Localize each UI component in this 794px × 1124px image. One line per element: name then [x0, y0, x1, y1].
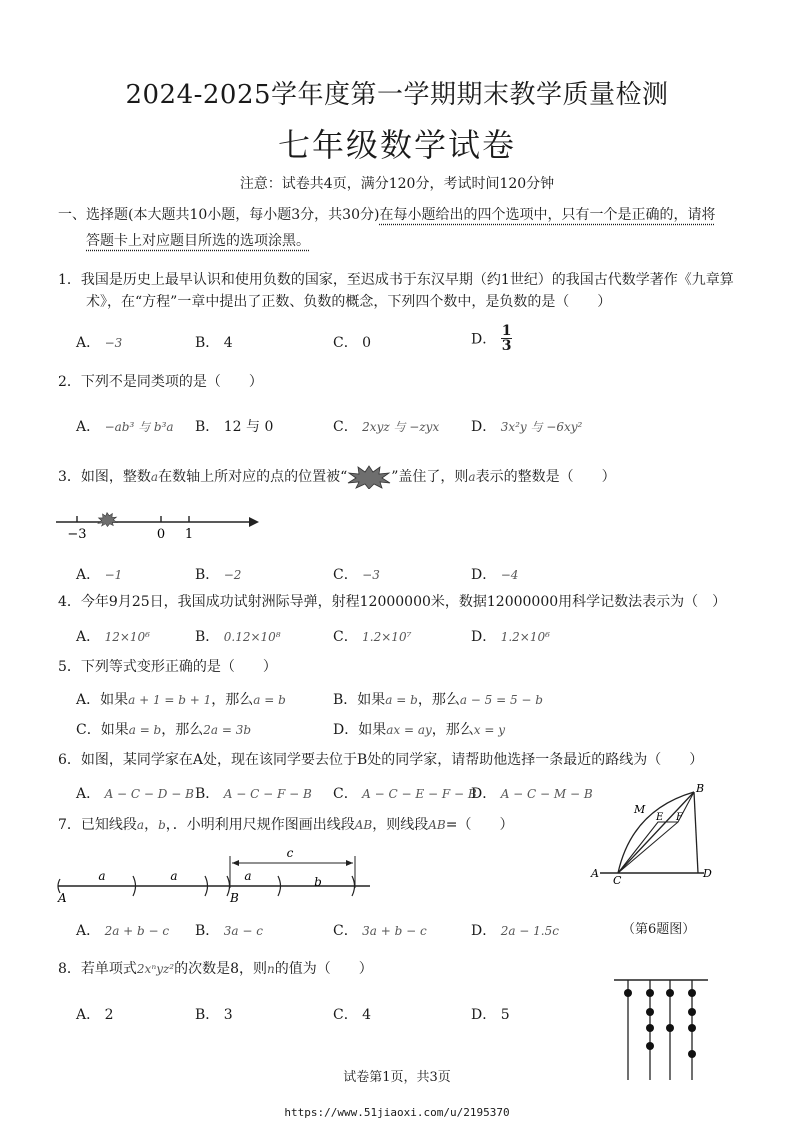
option-value: A − C − F − B — [223, 787, 312, 801]
q7-var-ab: AB — [354, 818, 373, 832]
option-value: −1 — [104, 568, 123, 582]
option-value: A − C − D − B — [104, 787, 194, 801]
q6-figure — [586, 780, 716, 886]
option-label: C． — [333, 567, 358, 583]
label-d: D — [703, 867, 712, 880]
exam-subtitle: 七年级数学试卷 — [277, 126, 516, 164]
option-label: B． — [195, 567, 220, 583]
q6-figure-caption: （第6题图） — [622, 922, 696, 937]
option-value: −3 — [104, 336, 123, 350]
abacus-bead — [688, 989, 696, 997]
option-math: a = b — [128, 723, 162, 737]
option-label: B． — [195, 786, 220, 802]
section-intro-dotted: 在每小题给出的四个选项中，只有一个是正确的，请将 — [379, 207, 716, 223]
q7-option-c — [333, 920, 427, 940]
option-value: −2 — [223, 568, 242, 582]
fraction-numerator: 1 — [501, 323, 512, 339]
option-value: 5 — [500, 1007, 510, 1023]
abacus-bead — [646, 1042, 654, 1050]
q5-text: 5．下列等式变形正确的是（ ） — [58, 659, 277, 675]
option-label: A． — [76, 786, 101, 802]
abacus-bead — [646, 1024, 654, 1032]
q7-var-b: b — [158, 818, 166, 832]
arrow-right — [346, 860, 353, 866]
option-value: 0 — [362, 335, 372, 351]
q1-option-b — [195, 332, 233, 352]
q7-text — [58, 814, 513, 836]
label-a: a — [244, 869, 252, 883]
segment-cb — [618, 792, 694, 873]
q3-number-line — [52, 508, 267, 542]
q3-option-b — [195, 564, 241, 584]
q7-text-d: =（ ） — [445, 817, 514, 833]
option-label: B． — [195, 335, 220, 351]
abacus-bead — [666, 1024, 674, 1032]
option-label: D． — [471, 786, 497, 802]
q3-var-a: a — [150, 470, 159, 484]
q8-option-c — [333, 1004, 371, 1024]
option-text: 如果 — [357, 692, 386, 708]
fraction-denominator: 3 — [501, 338, 512, 354]
q3-option-c — [333, 564, 380, 584]
option-label: D． — [471, 629, 497, 645]
label-a: a — [98, 869, 106, 883]
q2-text: 2．下列不是同类项的是（ ） — [58, 374, 263, 390]
q3-option-d — [471, 564, 518, 584]
abacus-bead — [688, 1008, 696, 1016]
q5-option-b — [333, 689, 543, 709]
q3-text — [58, 465, 616, 489]
option-value: 3x²y 与 −6xy² — [500, 420, 583, 434]
option-value: 3a + b − c — [362, 924, 427, 938]
q4-text: 4．今年9月25日，我国成功试射洲际导弹，射程12000000米，数据12000000用科学记数法表示为（ ） — [58, 594, 727, 610]
option-value: 4 — [362, 1007, 372, 1023]
option-text: 如果 — [100, 722, 129, 738]
q8-option-b — [195, 1004, 233, 1024]
option-label: A． — [76, 629, 101, 645]
arrow-left — [232, 860, 239, 866]
option-label: A． — [76, 1007, 101, 1023]
q8-text-c: 的值为（ ） — [274, 961, 373, 977]
q3-text-d: 表示的整数是（ ） — [475, 469, 616, 485]
q7-var-ab2: AB — [428, 818, 446, 832]
number-line-arrow — [249, 517, 259, 527]
option-label: A． — [76, 567, 101, 583]
q3-text-c: ”盖住了，则 — [391, 469, 469, 485]
q8-var-n: n — [267, 962, 275, 976]
label-a: a — [170, 869, 178, 883]
option-text: 如果 — [358, 722, 387, 738]
label-b: b — [314, 875, 322, 889]
q7-option-d — [471, 920, 559, 940]
q4-option-d — [471, 626, 550, 646]
q3-text-a: 3．如图，整数 — [58, 469, 151, 485]
q2-option-d — [471, 416, 582, 436]
option-label: C． — [333, 335, 358, 351]
option-value: 12 与 0 — [223, 419, 274, 435]
option-text: ，那么 — [417, 692, 460, 708]
option-label: D． — [333, 722, 359, 738]
fraction — [501, 324, 513, 353]
label-c: c — [286, 846, 294, 860]
label-m: M — [634, 803, 646, 816]
abacus-bead — [688, 1050, 696, 1058]
label-b: B — [696, 782, 705, 795]
option-value: 0.12×10⁸ — [223, 630, 281, 644]
option-label: A． — [76, 335, 101, 351]
q3-option-a — [76, 564, 122, 584]
section-intro-plain: 一、选择题(本大题共10小题，每小题3分，共30分) — [58, 207, 380, 223]
option-label: C． — [333, 629, 358, 645]
q8-option-a — [76, 1004, 114, 1024]
label-point-b: B — [230, 891, 239, 904]
abacus-figure — [612, 976, 712, 1080]
section-intro-line2: 答题卡上对应题目所选的选项涂黑。 — [86, 233, 310, 249]
option-math: a = b — [253, 693, 286, 707]
option-text: 如果 — [100, 692, 129, 708]
tick-label: 0 — [156, 527, 166, 542]
q1-option-c — [333, 332, 371, 352]
option-value: A − C − E − F − B — [362, 787, 477, 801]
q1-line1: 1．我国是历史上最早认识和使用负数的国家，至迟成书于东汉早期（约1世纪）的我国古代数学著作《九章算 — [58, 272, 734, 288]
option-value: 2a + b − c — [104, 924, 170, 938]
option-label: D． — [471, 567, 497, 583]
option-value: 2 — [104, 1007, 114, 1023]
q7-figure — [52, 846, 377, 904]
option-label: B． — [195, 923, 220, 939]
exam-notice: 注意：试卷共4页，满分120分，考试时间120分钟 — [239, 176, 555, 192]
watermark-url[interactable]: https://www.51jiaoxi.com/u/2195370 — [284, 1106, 510, 1119]
segment-bd — [694, 792, 698, 873]
option-value: 2a − 1.5c — [500, 924, 559, 938]
q6-option-c — [333, 783, 477, 803]
option-value: 1.2×10⁷ — [362, 630, 412, 644]
option-label: A． — [76, 923, 101, 939]
abacus-bead — [646, 989, 654, 997]
q6-option-a — [76, 783, 194, 803]
option-value: 3a − c — [223, 924, 263, 938]
option-math: ax = ay — [386, 723, 432, 737]
option-value: 3 — [223, 1007, 233, 1023]
option-label: D． — [471, 331, 497, 348]
option-text: ，那么 — [211, 692, 254, 708]
option-label: B． — [333, 692, 358, 708]
q6-option-d — [471, 783, 593, 803]
option-label: A． — [76, 419, 101, 435]
option-label: C． — [76, 722, 101, 738]
option-math: x = y — [473, 723, 506, 737]
q1-option-a — [76, 332, 122, 352]
option-text: ，那么 — [161, 722, 204, 738]
option-label: D． — [471, 923, 497, 939]
option-label: C． — [333, 419, 358, 435]
section-intro — [58, 204, 715, 226]
q2-option-c — [333, 416, 439, 436]
label-e: E — [656, 812, 664, 823]
q4-option-b — [195, 626, 281, 646]
q7-text-a: 7．已知线段 — [58, 817, 137, 833]
option-math: a − 5 = 5 − b — [459, 693, 543, 707]
q8-monomial: 2xⁿyz² — [136, 962, 175, 976]
q7-text-c: ，则线段 — [372, 817, 429, 833]
option-math: 2a = 3b — [203, 723, 252, 737]
option-value: 4 — [223, 335, 233, 351]
q8-text-a: 8．若单项式 — [58, 961, 137, 977]
option-label: A． — [76, 692, 101, 708]
q6-option-b — [195, 783, 312, 803]
splat-icon — [347, 465, 391, 489]
option-label: C． — [333, 1007, 358, 1023]
label-a: A — [591, 867, 599, 880]
q1-line2: 术》，在“方程”一章中提出了正数、负数的概念，下列四个数中，是负数的是（ ） — [86, 294, 612, 310]
q3-var-a2: a — [468, 470, 476, 484]
q2-option-b — [195, 416, 273, 436]
option-value: −ab³ 与 b³a — [104, 420, 174, 434]
option-label: C． — [333, 786, 358, 802]
option-value: A − C − M − B — [500, 787, 593, 801]
q5-option-c — [76, 719, 251, 739]
q7-option-a — [76, 920, 169, 940]
separator: ， — [144, 817, 159, 833]
abacus-bead — [646, 1008, 654, 1016]
option-math: a = b — [385, 693, 418, 707]
page-footer: 试卷第1页，共3页 — [343, 1070, 451, 1085]
label-point-a: A — [58, 891, 67, 904]
q8-text — [58, 958, 373, 980]
exam-title: 2024-2025学年度第一学期期末教学质量检测 — [125, 80, 669, 110]
option-label: B． — [195, 1007, 220, 1023]
abacus-bead — [666, 989, 674, 997]
option-label: B． — [195, 419, 220, 435]
abacus-bead — [688, 1024, 696, 1032]
q7-text-b: ．小明利用尺规作图画出线段 — [172, 817, 355, 833]
option-label: C． — [333, 923, 358, 939]
separator: ， — [165, 817, 173, 833]
q2-option-a — [76, 416, 174, 436]
q8-option-d — [471, 1004, 510, 1024]
option-value: 12×10⁶ — [104, 630, 150, 644]
option-text: ，那么 — [431, 722, 474, 738]
q4-option-c — [333, 626, 411, 646]
q6-text: 6．如图，某同学家在A处，现在该同学要去位于B处的同学家，请帮助他选择一条最近的路线为（ ） — [58, 752, 704, 768]
option-label: D． — [471, 1007, 497, 1023]
option-value: −4 — [500, 568, 519, 582]
option-math: a + 1 = b + 1 — [128, 693, 212, 707]
q8-text-b: 的次数是8，则 — [174, 961, 268, 977]
option-value: −3 — [362, 568, 380, 582]
q3-text-b: 在数轴上所对应的点的位置被“ — [158, 469, 348, 485]
q4-option-a — [76, 626, 150, 646]
label-c: C — [613, 874, 622, 886]
option-value: 1.2×10⁶ — [500, 630, 550, 644]
option-label: D． — [471, 419, 497, 435]
q5-option-d — [333, 719, 505, 739]
splat-icon — [98, 513, 117, 527]
q7-var-a: a — [136, 818, 145, 832]
q7-option-b — [195, 920, 263, 940]
option-label: B． — [195, 629, 220, 645]
q5-option-a — [76, 689, 286, 709]
option-value: 2xyz 与 −zyx — [362, 420, 440, 434]
q1-option-d — [471, 324, 512, 353]
tick-label: −3 — [67, 527, 87, 542]
label-f: F — [676, 812, 683, 823]
tick-label: 1 — [184, 527, 194, 542]
abacus-bead — [624, 989, 632, 997]
